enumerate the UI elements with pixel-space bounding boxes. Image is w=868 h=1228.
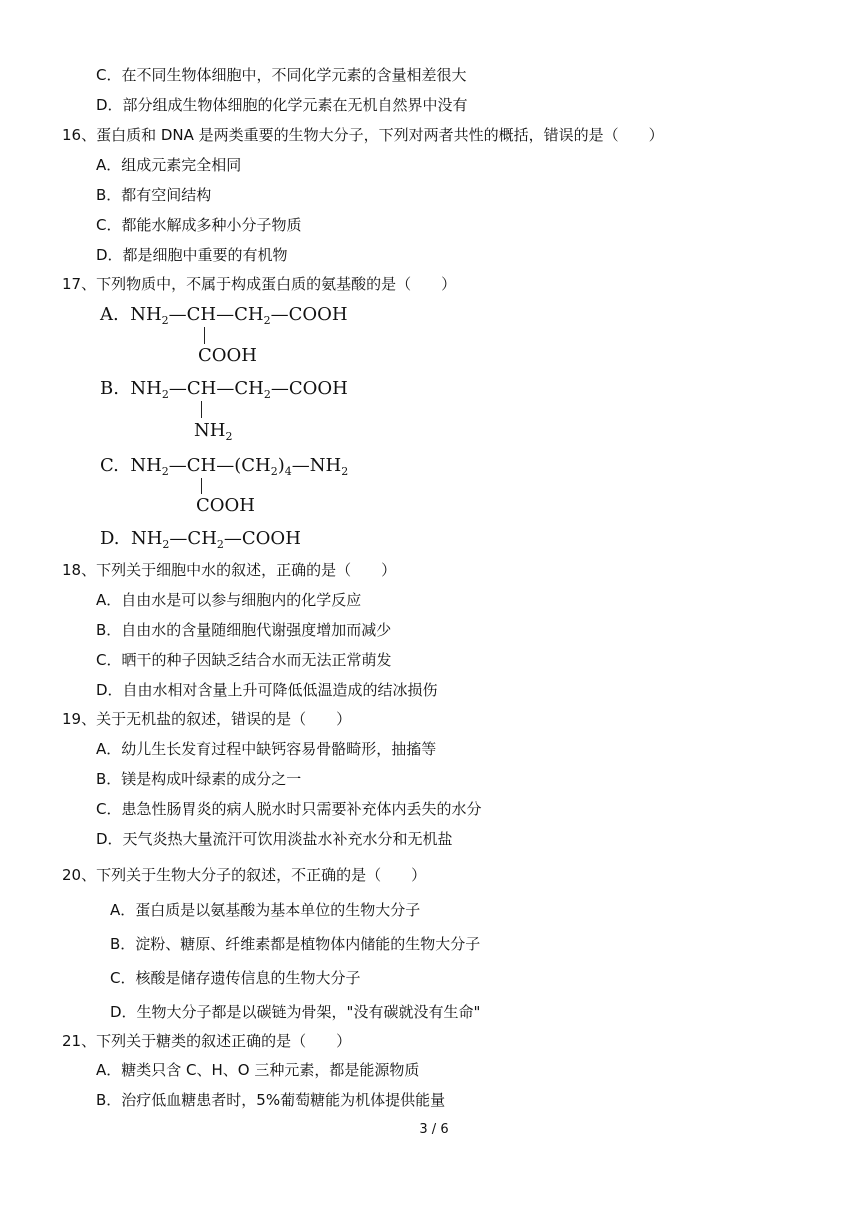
q17-option-d-formula: D. $NH_2—CH_2—COOH$	[100, 528, 301, 551]
q17-option-b-bond	[201, 401, 202, 418]
q17-option-c-branch: COOH	[196, 495, 255, 516]
q15-option-c: C．在不同生物体细胞中，不同化学元素的含量相差很大	[96, 66, 467, 84]
q16-option-a: A．组成元素完全相同	[96, 156, 242, 174]
q19-option-c: C．患急性肠胃炎的病人脱水时只需要补充体内丢失的水分	[96, 800, 482, 818]
q17-option-c-formula: C. $NH_2—CH—(CH_2)_4—NH_2$	[100, 455, 349, 478]
q17-option-a-branch: COOH	[198, 345, 257, 366]
q16-option-b: B．都有空间结构	[96, 186, 212, 204]
q20-option-d: D．生物大分子都是以碳链为骨架，"没有碳就没有生命"	[110, 1003, 481, 1021]
q16-option-c: C．都能水解成多种小分子物质	[96, 216, 302, 234]
q21-option-b: B．治疗低血糖患者时，5%葡萄糖能为机体提供能量	[96, 1091, 446, 1109]
q18-option-c: C．晒干的种子因缺乏结合水而无法正常萌发	[96, 651, 392, 669]
q20-option-a: A．蛋白质是以氨基酸为基本单位的生物大分子	[110, 901, 421, 919]
q15-option-d: D．部分组成生物体细胞的化学元素在无机自然界中没有	[96, 96, 468, 114]
q20-option-b: B．淀粉、糖原、纤维素都是植物体内储能的生物大分子	[110, 935, 481, 953]
page-number: 3 / 6	[419, 1122, 449, 1137]
q21-stem: 21、下列关于糖类的叙述正确的是（ ）	[62, 1032, 352, 1050]
q17-stem: 17、下列物质中，不属于构成蛋白质的氨基酸的是（ ）	[62, 275, 457, 293]
q18-option-b: B．自由水的含量随细胞代谢强度增加而减少	[96, 621, 392, 639]
q19-option-b: B．镁是构成叶绿素的成分之一	[96, 770, 302, 788]
q17-option-b-formula: B. $NH_2—CH—CH_2—COOH$	[100, 378, 348, 401]
q17-option-c-bond	[201, 478, 202, 494]
q20-stem: 20、下列关于生物大分子的叙述，不正确的是（ ）	[62, 866, 427, 884]
q18-stem: 18、下列关于细胞中水的叙述，正确的是（ ）	[62, 561, 397, 579]
q17-option-a-bond	[204, 327, 205, 344]
q20-option-c: C．核酸是储存遗传信息的生物大分子	[110, 969, 361, 987]
q19-option-a: A．幼儿生长发育过程中缺钙容易骨骼畸形，抽搐等	[96, 740, 437, 758]
q18-option-a: A．自由水是可以参与细胞内的化学反应	[96, 591, 362, 609]
q18-option-d: D．自由水相对含量上升可降低低温造成的结冰损伤	[96, 681, 438, 699]
q19-stem: 19、关于无机盐的叙述，错误的是（ ）	[62, 710, 352, 728]
q21-option-a: A．糖类只含 C、H、O 三种元素，都是能源物质	[96, 1061, 420, 1079]
q17-option-a-formula: A. $NH_2—CH—CH_2—COOH$	[100, 304, 348, 327]
q17-option-b-branch: $NH_2$	[194, 420, 233, 443]
q16-stem: 16、蛋白质和 DNA 是两类重要的生物大分子，下列对两者共性的概括，错误的是（ ）	[62, 126, 664, 144]
q16-option-d: D．都是细胞中重要的有机物	[96, 246, 288, 264]
q19-option-d: D．天气炎热大量流汗可饮用淡盐水补充水分和无机盐	[96, 830, 453, 848]
